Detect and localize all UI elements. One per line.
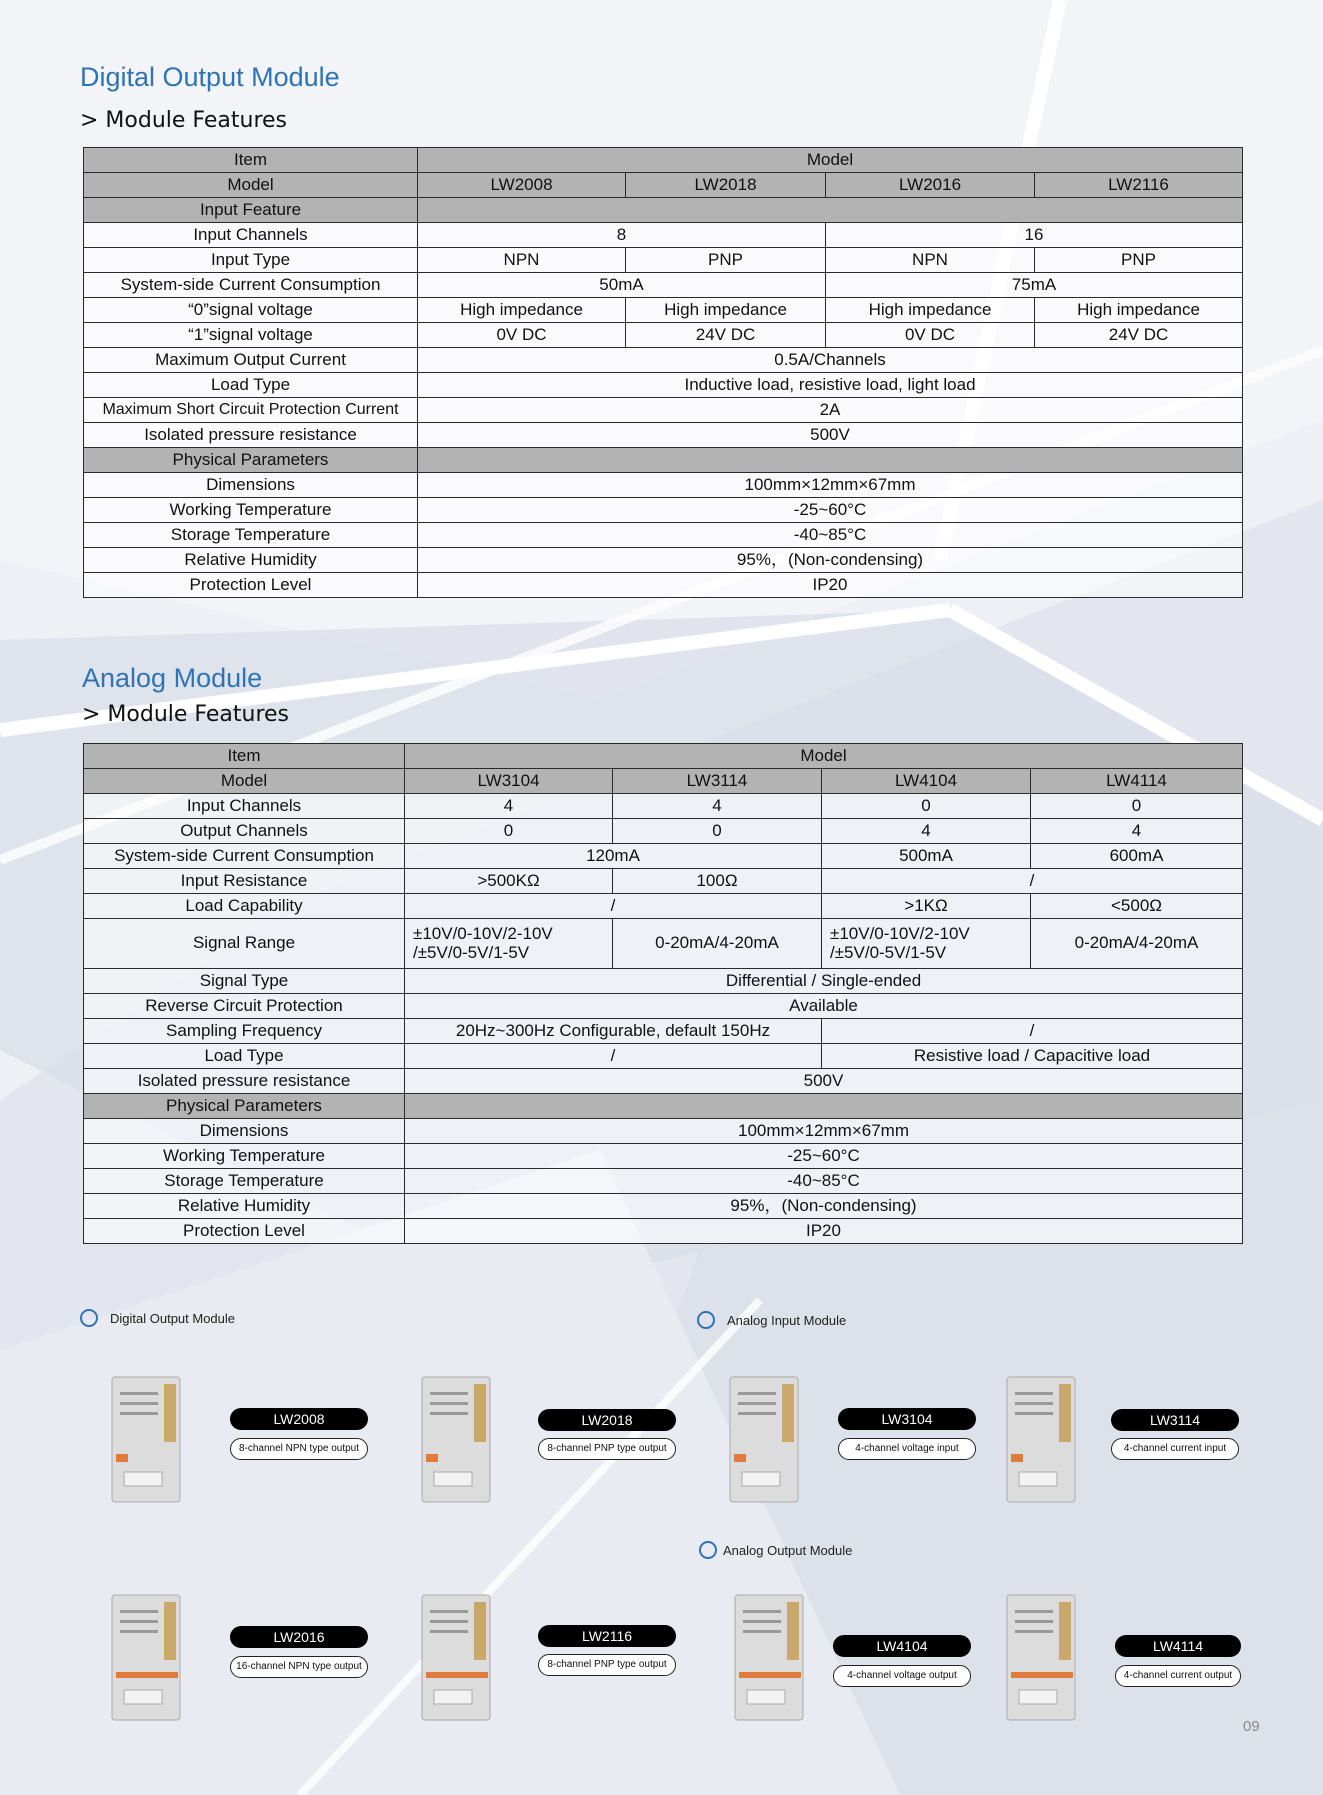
circle-bullet-icon (699, 1541, 717, 1559)
module-image-icon (1005, 1590, 1090, 1725)
digital-spec-table (83, 147, 1243, 598)
table-cell: High impedance (1035, 298, 1243, 323)
table-row (84, 498, 1243, 523)
row-label: Input Channels (84, 794, 405, 819)
model-cell: LW3104 (405, 769, 613, 794)
row-label: Maximum Short Circuit Protection Current (84, 398, 418, 423)
table-cell: High impedance (418, 298, 626, 323)
table-cell: 120mA (405, 844, 822, 869)
table-row (84, 969, 1243, 994)
category-analog-input (697, 1311, 846, 1329)
category-label: Digital Output Module (110, 1310, 236, 1326)
table-row (84, 1194, 1243, 1219)
model-label: Model (84, 173, 418, 198)
table-cell (405, 919, 613, 969)
table-row (84, 298, 1243, 323)
digital-section-subtitle: > Module Features (80, 108, 288, 133)
table-cell: 24V DC (626, 323, 826, 348)
table-row (84, 423, 1243, 448)
row-label: Output Channels (84, 819, 405, 844)
model-header: Model (405, 744, 1243, 769)
table-cell: 4 (613, 794, 822, 819)
table-cell: -25~60°C (418, 498, 1243, 523)
model-cell: LW3114 (613, 769, 822, 794)
table-cell: 50mA (418, 273, 826, 298)
table-cell: 500V (418, 423, 1243, 448)
table-cell: 0 (613, 819, 822, 844)
table-cell: 500mA (822, 844, 1031, 869)
table-cell: NPN (418, 248, 626, 273)
row-label: Load Capability (84, 894, 405, 919)
table-cell: 0 (822, 794, 1031, 819)
table-row (84, 994, 1243, 1019)
row-label: Isolated pressure resistance (84, 1069, 405, 1094)
model-cell: LW4104 (822, 769, 1031, 794)
model-cell: LW2116 (1035, 173, 1243, 198)
row-label: Load Type (84, 1044, 405, 1069)
table-cell: 2A (418, 398, 1243, 423)
model-label: Model (84, 769, 405, 794)
table-cell: 0-20mA/4-20mA (613, 919, 822, 969)
cell-line: ±10V/0-10V/2-10V (413, 923, 553, 943)
table-cell: 0 (405, 819, 613, 844)
table-cell: High impedance (826, 298, 1035, 323)
module-image-icon (110, 1372, 195, 1507)
table-cell: 0.5A/Channels (418, 348, 1243, 373)
table-row (84, 819, 1243, 844)
product-card (420, 1372, 720, 1512)
table-row (84, 148, 1243, 173)
table-row (84, 1044, 1243, 1069)
product-card (728, 1372, 1028, 1512)
table-cell: 4 (822, 819, 1031, 844)
model-description: 8-channel PNP type output (538, 1654, 676, 1676)
row-label: Dimensions (84, 1119, 405, 1144)
model-cell: LW4114 (1031, 769, 1243, 794)
digital-section-title: Digital Output Module (80, 62, 340, 92)
category-analog-output (699, 1541, 852, 1559)
row-label: Signal Type (84, 969, 405, 994)
table-cell: 100Ω (613, 869, 822, 894)
module-image-icon (728, 1372, 813, 1507)
row-label: Storage Temperature (84, 1169, 405, 1194)
category-label: Analog Input Module (727, 1312, 847, 1328)
table-row (84, 273, 1243, 298)
table-row (84, 373, 1243, 398)
table-row (84, 1069, 1243, 1094)
group-header: Physical Parameters (84, 448, 418, 473)
table-row (84, 548, 1243, 573)
table-cell: 16 (826, 223, 1243, 248)
model-description: 4-channel voltage input (838, 1438, 976, 1460)
model-description: 8-channel PNP type output (538, 1438, 676, 1460)
group-header-fill (418, 198, 1243, 223)
table-cell: High impedance (626, 298, 826, 323)
table-cell: -40~85°C (418, 523, 1243, 548)
model-description: 16-channel NPN type output (230, 1656, 368, 1678)
category-digital-output (80, 1309, 235, 1327)
table-row (84, 1019, 1243, 1044)
table-cell: 95%，(Non-condensing) (405, 1194, 1243, 1219)
table-row (84, 919, 1243, 969)
row-label: Storage Temperature (84, 523, 418, 548)
module-image-icon (110, 1590, 195, 1725)
table-cell: -40~85°C (405, 1169, 1243, 1194)
model-badge: LW2016 (230, 1626, 368, 1648)
table-cell: 100mm×12mm×67mm (418, 473, 1243, 498)
table-cell: 600mA (1031, 844, 1243, 869)
table-row (84, 573, 1243, 598)
model-badge: LW2018 (538, 1409, 676, 1431)
group-header-fill (418, 448, 1243, 473)
table-cell: IP20 (418, 573, 1243, 598)
row-label: Dimensions (84, 473, 418, 498)
table-cell: 20Hz~300Hz Configurable, default 150Hz (405, 1019, 822, 1044)
table-cell: Differential / Single-ended (405, 969, 1243, 994)
table-cell: 4 (405, 794, 613, 819)
table-row (84, 323, 1243, 348)
table-cell: <500Ω (1031, 894, 1243, 919)
table-row (84, 844, 1243, 869)
model-badge: LW3104 (838, 1408, 976, 1430)
row-label: Isolated pressure resistance (84, 423, 418, 448)
model-cell: LW2016 (826, 173, 1035, 198)
table-row (84, 198, 1243, 223)
table-row (84, 523, 1243, 548)
analog-spec-table (83, 743, 1243, 1244)
table-row (84, 769, 1243, 794)
model-header: Model (418, 148, 1243, 173)
table-cell: 8 (418, 223, 826, 248)
table-cell (822, 919, 1031, 969)
table-cell: / (822, 869, 1243, 894)
table-row (84, 1119, 1243, 1144)
row-label: Working Temperature (84, 1144, 405, 1169)
table-cell: >500KΩ (405, 869, 613, 894)
table-row (84, 1169, 1243, 1194)
row-label: “0”signal voltage (84, 298, 418, 323)
product-card (110, 1590, 410, 1730)
table-row (84, 869, 1243, 894)
product-card (420, 1590, 720, 1730)
table-cell: >1KΩ (822, 894, 1031, 919)
row-label: Protection Level (84, 573, 418, 598)
table-cell: PNP (626, 248, 826, 273)
table-cell: NPN (826, 248, 1035, 273)
table-row (84, 744, 1243, 769)
table-cell: Resistive load / Capacitive load (822, 1044, 1243, 1069)
row-label: System-side Current Consumption (84, 273, 418, 298)
table-cell: 4 (1031, 819, 1243, 844)
model-description: 8-channel NPN type output (230, 1438, 368, 1460)
cell-line: /±5V/0-5V/1-5V (413, 942, 530, 962)
module-image-icon (1005, 1372, 1090, 1507)
table-cell: 0V DC (418, 323, 626, 348)
model-badge: LW4104 (833, 1635, 971, 1657)
table-cell: 95%，(Non-condensing) (418, 548, 1243, 573)
row-label: Protection Level (84, 1219, 405, 1244)
table-cell: / (405, 1044, 822, 1069)
model-description: 4-channel current input (1111, 1438, 1239, 1460)
table-cell: 500V (405, 1069, 1243, 1094)
table-cell: 0V DC (826, 323, 1035, 348)
row-label: Signal Range (84, 919, 405, 969)
cell-line: ±10V/0-10V/2-10V (830, 923, 970, 943)
circle-bullet-icon (80, 1309, 98, 1327)
row-label: Input Type (84, 248, 418, 273)
row-label: Input Resistance (84, 869, 405, 894)
module-image-icon (733, 1590, 818, 1725)
table-cell: -25~60°C (405, 1144, 1243, 1169)
model-cell: LW2008 (418, 173, 626, 198)
item-header: Item (84, 744, 405, 769)
table-row (84, 173, 1243, 198)
item-header: Item (84, 148, 418, 173)
product-card (733, 1590, 1033, 1730)
category-label: Analog Output Module (723, 1542, 853, 1558)
group-header: Input Feature (84, 198, 418, 223)
table-row (84, 894, 1243, 919)
product-card (1005, 1372, 1245, 1512)
row-label: Reverse Circuit Protection (84, 994, 405, 1019)
model-cell: LW2018 (626, 173, 826, 198)
model-badge: LW2008 (230, 1408, 368, 1430)
model-badge: LW2116 (538, 1625, 676, 1647)
table-row (84, 448, 1243, 473)
table-cell: 100mm×12mm×67mm (405, 1119, 1243, 1144)
analog-section-subtitle: > Module Features (82, 702, 290, 727)
group-header: Physical Parameters (84, 1094, 405, 1119)
model-description: 4-channel current output (1115, 1665, 1241, 1687)
table-row (84, 248, 1243, 273)
table-cell: PNP (1035, 248, 1243, 273)
table-row (84, 1144, 1243, 1169)
table-cell: 0 (1031, 794, 1243, 819)
row-label: “1”signal voltage (84, 323, 418, 348)
table-cell: 0-20mA/4-20mA (1031, 919, 1243, 969)
group-header-fill (405, 1094, 1243, 1119)
table-cell: 75mA (826, 273, 1243, 298)
circle-bullet-icon (697, 1311, 715, 1329)
table-row (84, 398, 1243, 423)
row-label: System-side Current Consumption (84, 844, 405, 869)
row-label: Relative Humidity (84, 1194, 405, 1219)
table-cell: 24V DC (1035, 323, 1243, 348)
row-label: Input Channels (84, 223, 418, 248)
analog-section-title: Analog Module (82, 663, 263, 693)
table-row (84, 1219, 1243, 1244)
table-row (84, 794, 1243, 819)
cell-line: /±5V/0-5V/1-5V (830, 942, 947, 962)
page-number: 09 (1243, 1718, 1260, 1735)
row-label: Sampling Frequency (84, 1019, 405, 1044)
table-row (84, 223, 1243, 248)
table-row (84, 473, 1243, 498)
table-cell: / (405, 894, 822, 919)
module-image-icon (420, 1590, 505, 1725)
table-row (84, 348, 1243, 373)
model-badge: LW3114 (1111, 1409, 1239, 1431)
module-image-icon (420, 1372, 505, 1507)
table-cell: / (822, 1019, 1243, 1044)
model-badge: LW4114 (1115, 1635, 1241, 1657)
product-card (110, 1372, 410, 1512)
row-label: Load Type (84, 373, 418, 398)
product-card (1005, 1590, 1245, 1730)
row-label: Working Temperature (84, 498, 418, 523)
table-row (84, 1094, 1243, 1119)
table-cell: Inductive load, resistive load, light load (418, 373, 1243, 398)
table-cell: IP20 (405, 1219, 1243, 1244)
row-label: Maximum Output Current (84, 348, 418, 373)
row-label: Relative Humidity (84, 548, 418, 573)
table-cell: Available (405, 994, 1243, 1019)
model-description: 4-channel voltage output (833, 1665, 971, 1687)
